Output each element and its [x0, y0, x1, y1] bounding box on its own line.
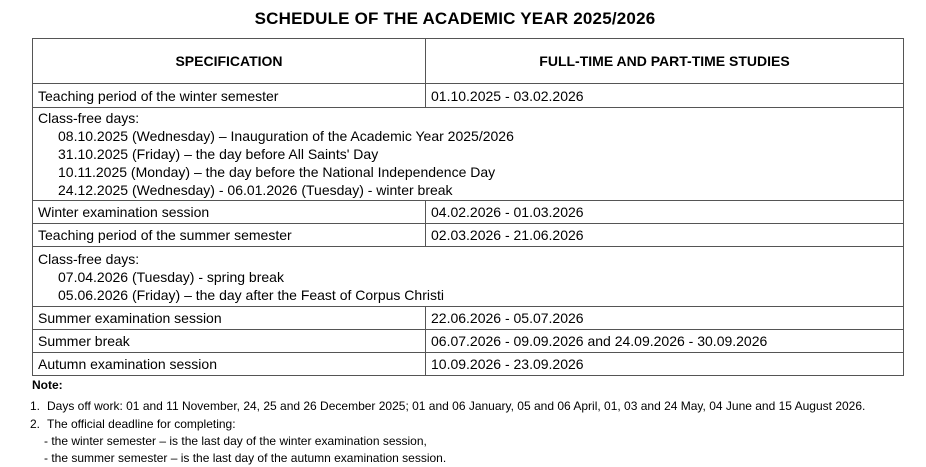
table-row [33, 307, 904, 330]
schedule-table [32, 38, 904, 376]
note-item [28, 415, 918, 433]
class-free-label: Class-free days: [38, 110, 140, 126]
row-autumn-exam-value: 10.09.2026 - 23.09.2026 [426, 353, 904, 376]
row-summer-break-value: 06.07.2026 - 09.09.2026 and 24.09.2026 - 30.09.2026 [426, 330, 904, 353]
row-winter-exam-spec: Winter examination session [33, 201, 426, 224]
table-header-row [33, 39, 904, 84]
class-free-label: Class-free days: [38, 250, 140, 267]
note-item [28, 397, 918, 415]
note-text: Days off work: 01 and 11 November, 24, 25 and 26 December 2025; 01 and 06 January, 05 and 06 April, 01, 03 and 24 May, 04 June and 15 August 2026. [47, 399, 866, 413]
class-free-days-summer [33, 247, 904, 307]
row-summer-exam-value: 22.06.2026 - 05.07.2026 [426, 307, 904, 330]
list-item: 10.11.2025 (Monday) – the day before the National Independence Day [58, 164, 496, 180]
table-row [33, 84, 904, 108]
row-summer-teaching-spec: Teaching period of the summer semester [33, 224, 426, 247]
list-item: 08.10.2025 (Wednesday) – Inauguration of the Academic Year 2025/2026 [58, 128, 514, 144]
table-row [33, 353, 904, 376]
row-summer-teaching-value: 02.03.2026 - 21.06.2026 [426, 224, 904, 247]
table-row [33, 224, 904, 247]
row-winter-teaching-spec: Teaching period of the winter semester [33, 84, 426, 108]
note-bullet: - the summer semester – is the last day of the autumn examination session. [44, 451, 447, 465]
list-item: 05.06.2026 (Friday) – the day after the Feast of Corpus Christi [58, 286, 444, 303]
row-summer-break-spec: Summer break [33, 330, 426, 353]
table-row [33, 330, 904, 353]
row-winter-teaching-value: 01.10.2025 - 03.02.2026 [426, 84, 904, 108]
note-number: 2. [29, 417, 40, 431]
note-number: 1. [29, 399, 40, 413]
table-row [33, 201, 904, 224]
list-item: 07.04.2026 (Tuesday) - spring break [58, 268, 284, 285]
header-studies: FULL-TIME AND PART-TIME STUDIES [426, 39, 904, 84]
page-title: SCHEDULE OF THE ACADEMIC YEAR 2025/2026 [254, 9, 656, 28]
notes-list [28, 397, 918, 467]
row-summer-exam-spec: Summer examination session [33, 307, 426, 330]
list-item: 31.10.2025 (Friday) – the day before All Saints' Day [58, 146, 379, 162]
class-free-days-winter [33, 108, 904, 201]
list-item: 24.12.2025 (Wednesday) - 06.01.2026 (Tuesday) - winter break [58, 182, 453, 198]
note-bullet: - the winter semester – is the last day of the winter examination session, [44, 434, 427, 448]
note-text: The official deadline for completing: [47, 417, 236, 431]
note-label: Note: [32, 378, 63, 392]
row-autumn-exam-spec: Autumn examination session [33, 353, 426, 376]
row-winter-exam-value: 04.02.2026 - 01.03.2026 [426, 201, 904, 224]
header-specification: SPECIFICATION [33, 39, 426, 84]
